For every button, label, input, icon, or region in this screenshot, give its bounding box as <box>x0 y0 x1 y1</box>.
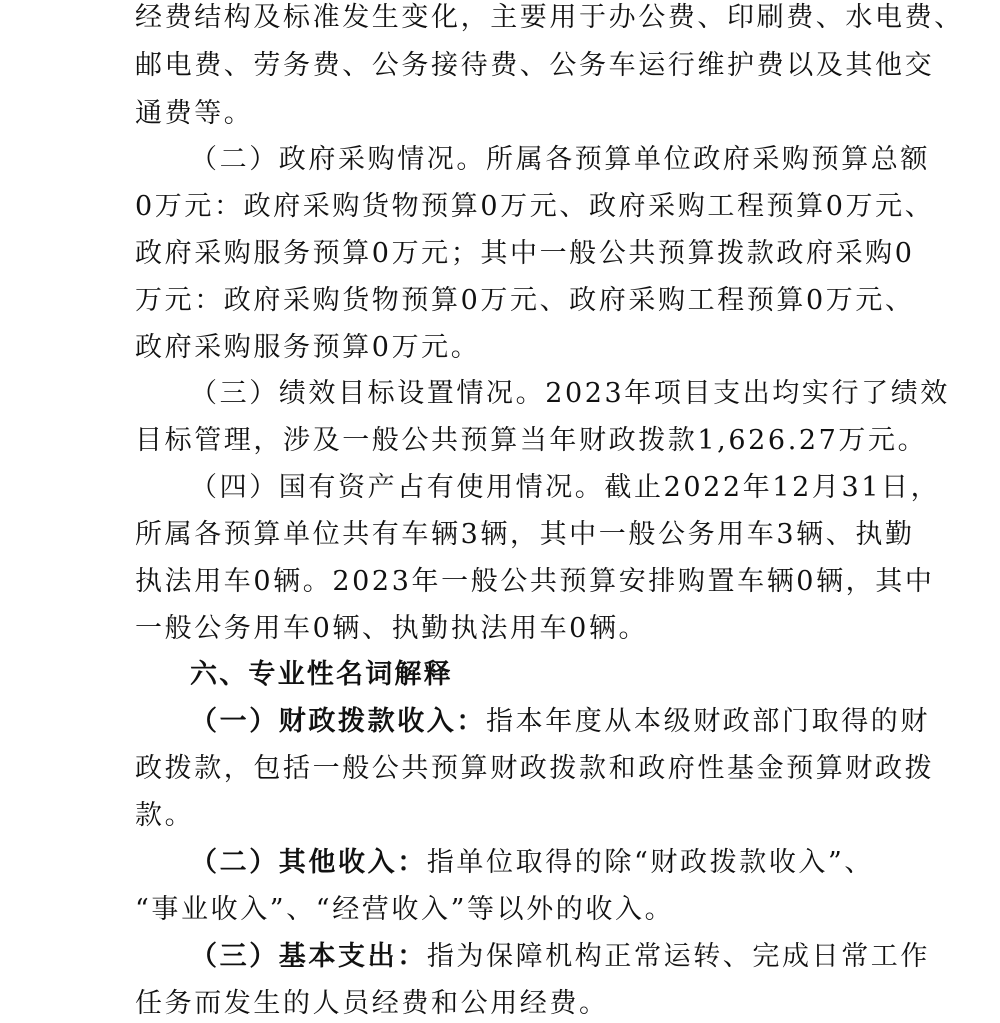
paragraph-government-procurement: （二）政府采购情况。所属各预算单位政府采购预算总额 <box>190 144 930 175</box>
term-definition: 指单位取得的除“财政拨款收入”、 <box>426 847 875 878</box>
text-line: 任务而发生的人员经费和公用经费。 <box>135 988 609 1019</box>
text-line: 目标管理，涉及一般公共预算当年财政拨款1,626.27万元。 <box>135 425 928 456</box>
text-line: 通费等。 <box>135 98 254 129</box>
term-label: （二）其他收入： <box>190 847 427 878</box>
text-line: 邮电费、劳务费、公务接待费、公务车运行维护费以及其他交 <box>135 50 935 81</box>
term-definition: 指本年度从本级财政部门取得的财 <box>486 706 930 737</box>
term-fiscal-appropriation-income <box>190 707 930 737</box>
text-line: 政拨款，包括一般公共预算财政拨款和政府性基金预算财政拨 <box>135 753 935 784</box>
text-line: 政府采购服务预算0万元；其中一般公共预算拨款政府采购0 <box>135 238 915 269</box>
term-basic-expenditure <box>190 942 930 972</box>
text-line: 政府采购服务预算0万元。 <box>135 332 481 363</box>
paragraph-state-assets: （四）国有资产占有使用情况。截止2022年12月31日， <box>190 472 941 503</box>
term-other-income <box>190 848 874 878</box>
text-line: 一般公务用车0辆、执勤执法用车0辆。 <box>135 613 649 644</box>
text-line: 0万元：政府采购货物预算0万元、政府采购工程预算0万元、 <box>135 191 935 222</box>
term-label: （三）基本支出： <box>190 941 427 972</box>
text-line: 执法用车0辆。2023年一般公共预算安排购置车辆0辆，其中 <box>135 566 935 597</box>
text-line: 经费结构及标准发生变化，主要用于办公费、印刷费、水电费、 <box>135 2 964 33</box>
text-line: “事业收入”、“经营收入”等以外的收入。 <box>135 894 675 925</box>
text-line: 万元：政府采购货物预算0万元、政府采购工程预算0万元、 <box>135 285 915 316</box>
section-heading: 六、专业性名词解释 <box>190 659 453 690</box>
text-line: 款。 <box>135 800 195 831</box>
text-line: 所属各预算单位共有车辆3辆，其中一般公务用车3辆、执勤 <box>135 519 915 550</box>
term-definition: 指为保障机构正常运转、完成日常工作 <box>426 941 931 972</box>
term-label: （一）财政拨款收入： <box>190 706 486 737</box>
paragraph-performance-goals: （三）绩效目标设置情况。2023年项目支出均实行了绩效 <box>190 378 950 409</box>
